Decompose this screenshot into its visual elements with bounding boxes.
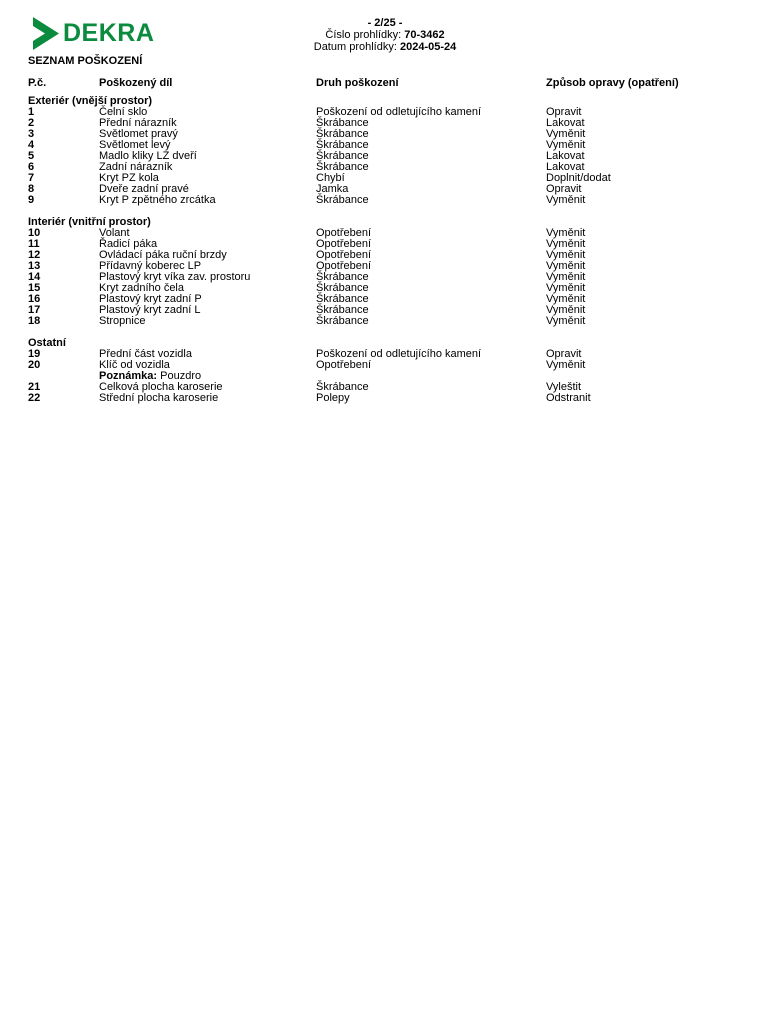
cell-part: Kryt zadního čela [99,282,184,294]
cell-no: 19 [28,348,41,360]
cell-repair: Vyměnit [546,315,586,327]
cell-no: 8 [28,183,35,195]
cell-repair: Opravit [546,183,582,195]
cell-no: 21 [28,381,41,393]
cell-no: 13 [28,260,41,272]
section-title: Exteriér (vnější prostor) [28,95,153,107]
cell-damage: Opotřebení [316,249,372,261]
cell-damage: Škrábance [316,271,369,283]
cell-repair: Vyměnit [546,282,586,294]
cell-damage: Škrábance [316,128,369,140]
cell-damage: Opotřebení [316,227,372,239]
cell-part: Klíč od vozidla [99,359,170,371]
cell-no: 18 [28,315,41,327]
cell-part: Přední nárazník [99,117,177,129]
cell-no: 2 [28,117,35,129]
cell-repair: Vyměnit [546,271,586,283]
cell-no: 10 [28,227,41,239]
cell-no: 12 [28,249,41,261]
cell-part: Madlo kliky LZ dveří [99,150,197,162]
cell-repair: Doplnit/dodat [546,172,611,184]
cell-damage: Škrábance [316,293,369,305]
cell-damage: Polepy [316,392,350,404]
cell-no: 16 [28,293,41,305]
document-title: SEZNAM POŠKOZENÍ [28,55,143,67]
cell-repair: Opravit [546,348,582,360]
cell-part: Kryt PZ kola [99,172,159,184]
cell-no: 11 [28,238,40,250]
inspection-number-label: Číslo prohlídky: [325,29,402,41]
cell-damage: Škrábance [316,139,369,151]
dekra-logo-icon [33,17,59,50]
table-body [28,96,748,404]
cell-damage: Škrábance [316,161,369,173]
table-header [28,76,748,90]
cell-no: 1 [28,106,35,118]
table-row [28,316,748,327]
cell-no: 20 [28,359,41,371]
page-header [250,17,520,53]
brand-name: DEKRA [63,19,155,47]
cell-repair: Vyměnit [546,238,586,250]
cell-damage: Škrábance [316,282,369,294]
cell-part: Plastový kryt víka zav. prostoru [99,271,251,283]
cell-repair: Vyměnit [546,293,586,305]
cell-repair: Vyměnit [546,227,586,239]
cell-no: 7 [28,172,35,184]
cell-repair: Vyměnit [546,359,586,371]
cell-repair: Vyleštit [546,381,582,393]
cell-repair: Lakovat [546,150,585,162]
section-title: Ostatní [28,337,66,349]
cell-no: 17 [28,304,41,316]
cell-repair: Lakovat [546,117,585,129]
cell-repair: Vyměnit [546,139,586,151]
cell-damage: Jamka [316,183,349,195]
cell-damage: Škrábance [316,194,369,206]
cell-damage: Opotřebení [316,260,372,272]
cell-part: Plastový kryt zadní L [99,304,201,316]
cell-no: 9 [28,194,35,206]
section-title: Interiér (vnitřní prostor) [28,216,151,228]
table-row [28,195,748,206]
page-number: - 2/25 - [367,17,403,29]
note-value: Pouzdro [160,370,202,382]
column-header-damage: Druh poškození [316,77,399,89]
cell-no: 4 [28,139,35,151]
cell-part: Řadicí páka [99,238,158,250]
cell-no: 6 [28,161,35,173]
cell-part: Zadní nárazník [99,161,173,173]
cell-damage: Škrábance [316,315,369,327]
note-label: Poznámka: [99,370,158,382]
cell-part: Světlomet levý [99,139,171,151]
dekra-logo [33,17,154,50]
cell-repair: Vyměnit [546,128,586,140]
table-row [28,393,748,404]
cell-repair: Opravit [546,106,582,118]
cell-damage: Škrábance [316,304,369,316]
cell-repair: Odstranit [546,392,591,404]
cell-part: Střední plocha karoserie [99,392,219,404]
cell-part: Světlomet pravý [99,128,178,140]
cell-part: Ovládací páka ruční brzdy [99,249,227,261]
inspection-date-value: 2024-05-24 [399,41,457,53]
cell-part: Stropnice [99,315,146,327]
damage-table [28,76,748,404]
cell-repair: Lakovat [546,161,585,173]
cell-no: 3 [28,128,35,140]
inspection-number [250,29,520,41]
cell-part: Dveře zadní pravé [99,183,189,195]
cell-damage: Škrábance [316,381,369,393]
cell-damage: Opotřebení [316,359,372,371]
cell-repair: Vyměnit [546,194,586,206]
column-header-no: P.č. [28,77,47,89]
cell-no: 15 [28,282,41,294]
cell-no: 5 [28,150,35,162]
column-header-part: Poškozený díl [99,77,173,89]
inspection-date-label: Datum prohlídky: [313,41,397,53]
cell-part: Čelní sklo [99,106,148,118]
column-header-repair: Způsob opravy (opatření) [546,77,679,89]
cell-damage: Škrábance [316,117,369,129]
cell-repair: Vyměnit [546,249,586,261]
inspection-number-value: 70-3462 [404,29,445,41]
cell-no: 14 [28,271,41,283]
cell-part: Přední část vozidla [99,348,192,360]
cell-repair: Vyměnit [546,304,586,316]
cell-part: Kryt P zpětného zrcátka [99,194,216,206]
cell-part: Přídavný koberec LP [99,260,202,272]
cell-part: Plastový kryt zadní P [99,293,202,305]
cell-damage: Opotřebení [316,238,372,250]
cell-damage: Poškození od odletujícího kamení [316,348,482,360]
inspection-date [250,41,520,53]
cell-damage: Poškození od odletujícího kamení [316,106,482,118]
cell-no: 22 [28,392,41,404]
cell-part: Volant [99,227,130,239]
cell-repair: Vyměnit [546,260,586,272]
cell-damage: Škrábance [316,150,369,162]
cell-part: Celková plocha karoserie [99,381,223,393]
cell-damage: Chybí [316,172,345,184]
